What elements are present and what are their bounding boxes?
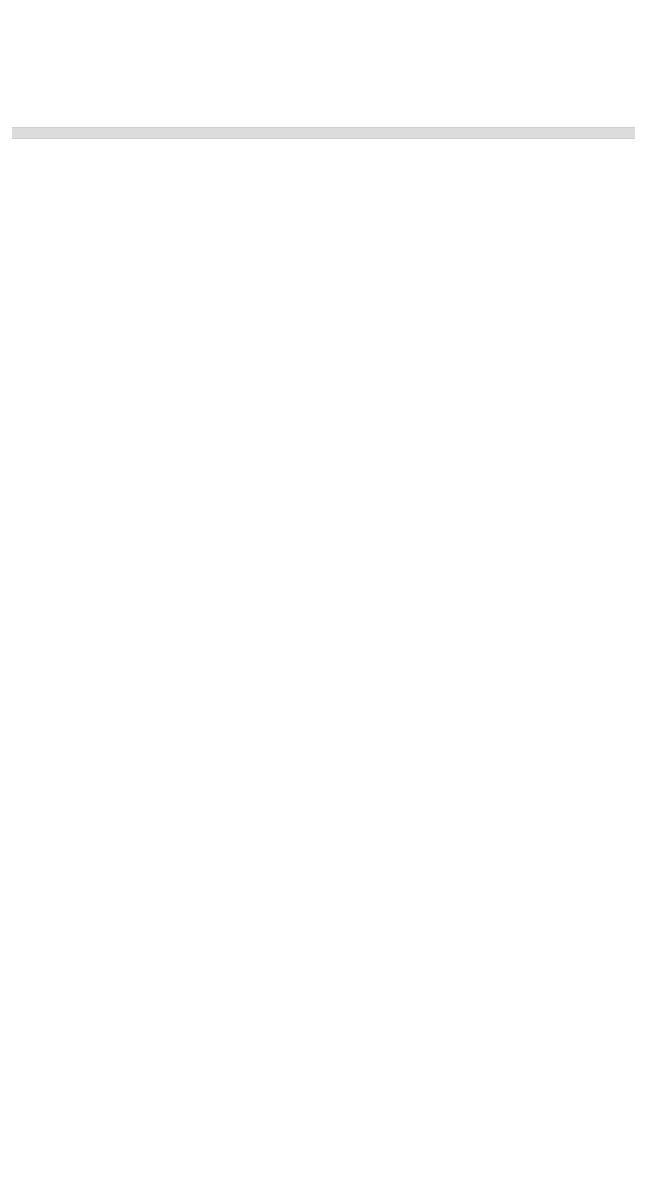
korean-translation [12,891,654,960]
section-divider [12,127,635,139]
